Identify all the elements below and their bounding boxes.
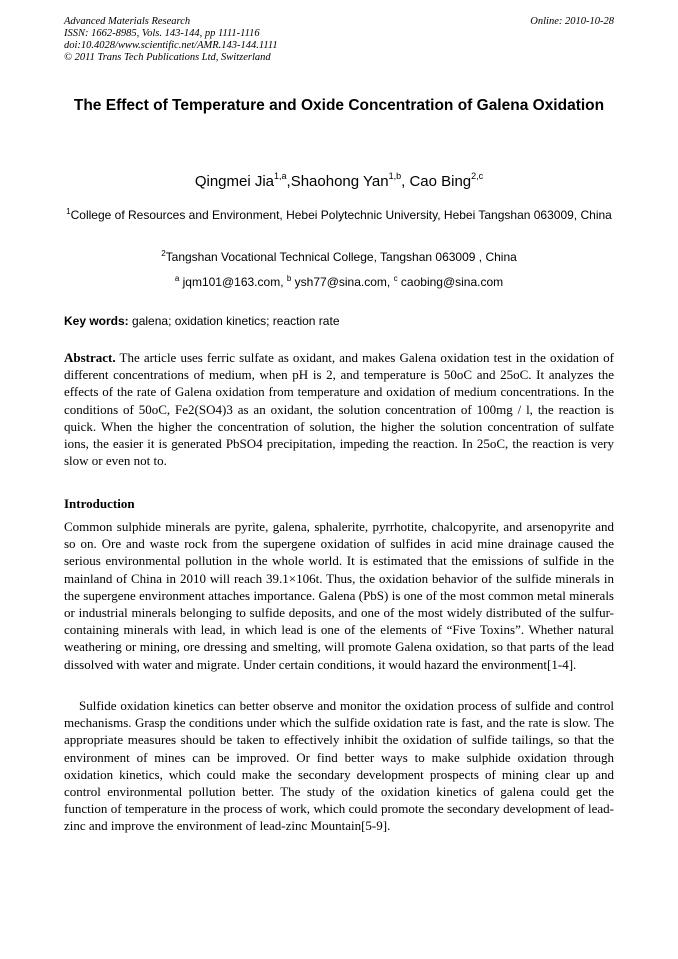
journal-name: Advanced Materials Research xyxy=(64,16,191,27)
email-superscript: b xyxy=(286,274,292,283)
paper-title: The Effect of Temperature and Oxide Concentration of Galena Oxidation xyxy=(73,97,605,114)
copyright-line: © 2011 Trans Tech Publications Ltd, Switzerland xyxy=(64,52,271,63)
affiliation-text: Tangshan Vocational Technical College, Tangshan 063009 , China xyxy=(165,250,517,264)
paragraph: Sulfide oxidation kinetics can better observe and monitor the oxidation process of sulfide and control mechanisms. Grasp the conditions under which the sulfide oxidation rate is fast, and the rate is slow. The appropriate measures should be taken to effectively inhibit the oxidation of sulfide tailings, so that the environment of mines can be improved. Or find better ways to make sulphide oxidation through oxidation kinetics, which could make the secondary development prospects of mining clear up and control environmental pollution better. The study of the oxidation kinetics of galena could get the function of temperature in the process of work, which could promote the secondary development of lead-zinc and improve the environment of lead-zinc Mountain[5-9]. xyxy=(64,698,614,834)
abstract xyxy=(64,349,614,469)
author-name: Qingmei Jia xyxy=(194,173,275,190)
email-superscript: a xyxy=(174,274,180,283)
author-superscript: 1,a xyxy=(274,171,287,181)
abstract-label: Abstract. xyxy=(64,350,116,365)
author-name: Shaohong Yan xyxy=(290,173,389,190)
issn-line: ISSN: 1662-8985, Vols. 143-144, pp 1111-1116 xyxy=(64,28,260,39)
author-superscript: 2,c xyxy=(471,171,484,181)
email-address: jqm101@163.com, xyxy=(182,275,284,289)
author-superscript: 1,b xyxy=(388,171,402,181)
abstract-text: The article uses ferric sulfate as oxidant, and makes Galena oxidation test in the oxidation of different concentrations of medium, when pH is 2, and temperature is 50oC and 25oC. It analyzes the effects of the rate of Galena oxidation from temperature and oxidation of medium concentrations. In the conditions of 50oC, Fe2(SO4)3 as an oxidant, the solution concentration of 100mg / l, the reaction is quick. When the higher the concentration of solution, the higher the solution concentration of sulfate ions, the easier it is generated PbSO4 precipitation, impeding the reaction. In 25oC, the reaction is very slow or even not to. xyxy=(64,350,615,469)
email-address: caobing@sina.com xyxy=(400,275,504,289)
author-name: Cao Bing xyxy=(409,173,472,190)
online-date: Online: 2010-10-28 xyxy=(530,16,614,27)
section-heading-introduction: Introduction xyxy=(64,496,135,511)
email-superscript: c xyxy=(393,274,398,283)
paragraph: Common sulphide minerals are pyrite, galena, sphalerite, pyrrhotite, chalcopyrite, and arsenopyrite and so on. Ore and waste rock from the supergene oxidation of sulfides in acid mine drainage caused the serious environmental pollution in the whole world. It is estimated that the emissions of sulfide in the mainland of China in 2010 will reach 39.1×106t. Thus, the oxidation behavior of the sulfide minerals in the supergene environment attaches importance. Galena (PbS) is one of the most common metal minerals or industrial minerals belonging to sulfide deposits, and one of the most widely distributed of the sulfur-containing minerals with lead, in which lead is one of the elements of “Five Toxins”. Whether natural weathering or mining, ore dressing and smelting, will promote Galena oxidation, so that parts of the lead dissolved with water and migrate. Under certain conditions, it would hazard the environment[1-4]. xyxy=(64,519,614,672)
doi-line: doi:10.4028/www.scientific.net/AMR.143-144.1111 xyxy=(64,40,278,51)
keywords xyxy=(64,313,614,329)
affiliation xyxy=(60,206,618,224)
email-address: ysh77@sina.com, xyxy=(294,275,391,289)
author-list xyxy=(60,172,618,192)
email-list xyxy=(60,273,618,291)
author-separator: , xyxy=(286,173,291,190)
affiliation-superscript: 1 xyxy=(66,207,71,216)
journal-header xyxy=(64,16,444,64)
keywords-label: Key words: xyxy=(64,314,129,328)
affiliation-superscript: 2 xyxy=(161,249,166,258)
keywords-text: galena; oxidation kinetics; reaction rate xyxy=(132,314,340,328)
affiliation xyxy=(60,248,618,266)
affiliation-text: College of Resources and Environment, Hebei Polytechnic University, Hebei Tangshan 063009, China xyxy=(70,208,612,222)
author-separator: , xyxy=(401,173,410,190)
